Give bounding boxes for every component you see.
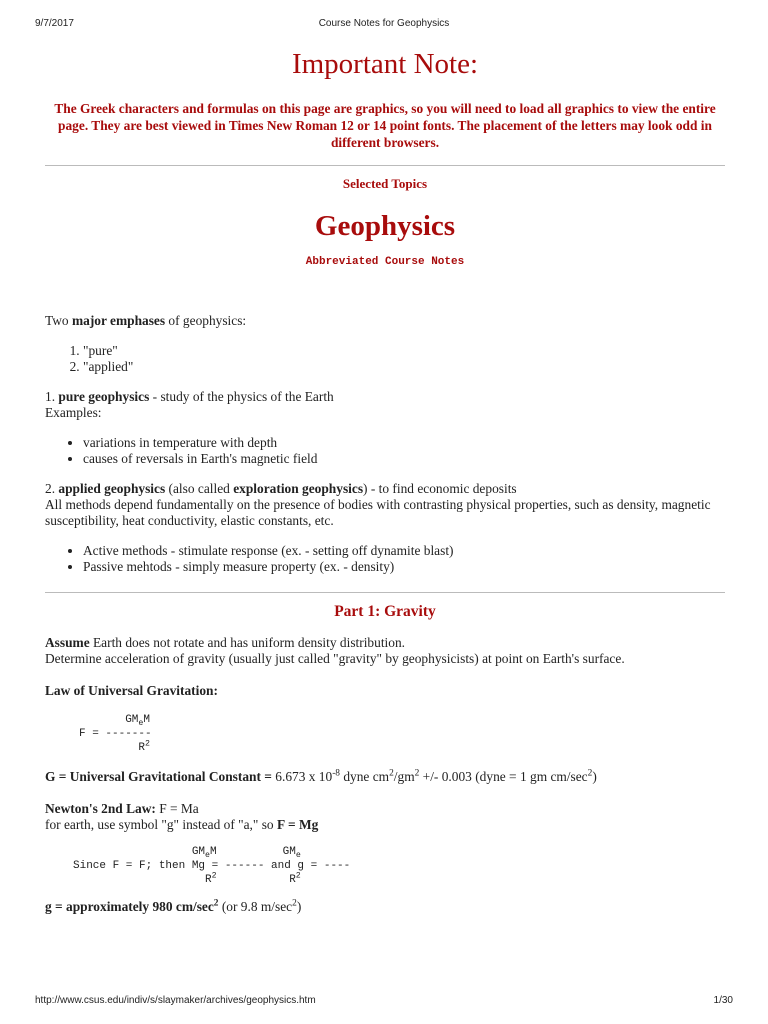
determine-text: Determine acceleration of gravity (usually just called "gravity" by geophysicists) at point on Earth's surface. — [45, 651, 625, 666]
print-title: Course Notes for Geophysics — [318, 18, 450, 29]
pure-examples-list — [45, 435, 725, 467]
list-item: • Active methods - stimulate response (ex. - setting off dynamite blast) — [83, 543, 725, 559]
law-heading: Law of Universal Gravitation: — [45, 683, 218, 698]
list-item: 1. "pure" — [83, 343, 725, 359]
newton-law: Newton's 2nd Law: F = Ma — [45, 801, 199, 816]
list-item: • causes of reversals in Earth's magnetic field — [83, 451, 725, 467]
important-note-text: The Greek characters and formulas on this page are graphics, so you will need to load all graphics to view the entire page. They are best viewed in Times New Roman 12 or 14 point fonts. The placement of the letters may look odd in different browsers. — [54, 101, 716, 150]
emphases-list — [45, 343, 725, 375]
page-subtitle: Abbreviated Course Notes — [305, 256, 465, 268]
divider — [45, 165, 725, 166]
print-url: http://www.csus.edu/indiv/s/slaymaker/archives/geophysics.htm — [35, 995, 316, 1006]
print-date: 9/7/2017 — [35, 18, 74, 29]
pure-geophysics: 1. pure geophysics - study of the physics of the Earth — [45, 389, 334, 404]
list-item: 2. "applied" — [83, 359, 725, 375]
formula-gravitation: $GM_eM$ F = ------- $R^2$ — [79, 714, 152, 754]
part1-heading: Part 1: Gravity — [334, 603, 436, 620]
list-item: • Passive mehtods - simply measure property (ex. - density) — [83, 559, 725, 575]
assume-text: Assume Earth does not rotate and has uniform density distribution. — [45, 635, 406, 650]
applied-description: All methods depend fundamentally on the presence of bodies with contrasting physical properties, such as density, magnetic susceptibility, heat conductivity, elastic constants, etc. — [45, 497, 711, 528]
divider — [45, 592, 725, 593]
applied-geophysics: 2. applied geophysics (also called exploration geophysics) - to find economic deposits — [45, 481, 517, 496]
intro-text: Two major emphases of geophysics: — [45, 313, 247, 328]
page-number: 1/30 — [713, 995, 733, 1006]
gravitational-constant: G = Universal Gravitational Constant = 6.673 x $10^{-8}$ dyne $cm^2/gm^2$ +/- 0.003 (dyne = 1 gm $cm/\sec^2$) — [45, 768, 597, 784]
document-body — [45, 40, 725, 915]
list-item: • variations in temperature with depth — [83, 435, 725, 451]
examples-label: Examples: — [45, 405, 102, 420]
for-earth-text: for earth, use symbol "g" instead of "a," so F = Mg — [45, 817, 319, 832]
page-title: Geophysics — [314, 210, 456, 242]
formula-since: $GM_eM$ $GM_e$ Since F = F; then Mg = ------ and g = ---- $R^2$ $R^2$ — [73, 846, 351, 886]
selected-topics-label: Selected Topics — [342, 176, 428, 191]
g-approx: g = approximately 980 $cm/\sec^2$ (or 9.8 $m/\sec^2$) — [45, 898, 302, 914]
important-note-title: Important Note: — [291, 48, 479, 80]
methods-list — [45, 543, 725, 575]
